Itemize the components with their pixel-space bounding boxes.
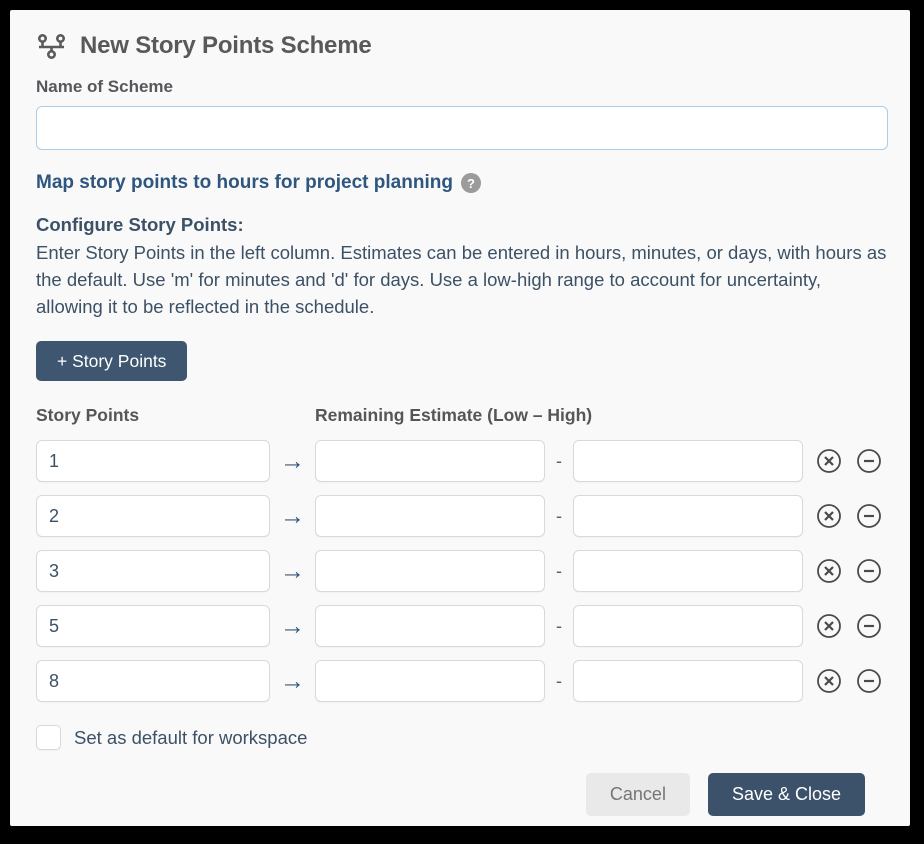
story-point-row xyxy=(36,440,888,482)
dash-box xyxy=(545,451,573,472)
row-actions xyxy=(803,613,888,639)
story-point-row xyxy=(36,660,888,702)
arrow-box xyxy=(270,446,315,475)
story-points-input[interactable] xyxy=(36,550,270,592)
row-actions xyxy=(803,558,888,584)
remove-row-icon[interactable] xyxy=(856,448,882,474)
dash-box xyxy=(545,506,573,527)
estimate-high-input[interactable] xyxy=(573,550,803,592)
configure-heading: Configure Story Points: xyxy=(36,214,244,235)
estimate-high-input[interactable] xyxy=(573,605,803,647)
cancel-button[interactable]: Cancel xyxy=(586,773,690,816)
story-points-input[interactable] xyxy=(36,605,270,647)
estimate-high-input[interactable] xyxy=(573,440,803,482)
set-default-label[interactable]: Set as default for workspace xyxy=(74,726,308,748)
dialog-header xyxy=(36,28,888,64)
clear-row-icon[interactable] xyxy=(816,668,842,694)
set-default-checkbox[interactable] xyxy=(36,725,61,750)
arrow-right-icon: → xyxy=(280,501,305,530)
arrow-right-icon: → xyxy=(280,556,305,585)
estimate-low-input[interactable] xyxy=(315,495,545,537)
story-points-input[interactable] xyxy=(36,495,270,537)
range-separator: - xyxy=(556,505,562,526)
range-separator: - xyxy=(556,560,562,581)
help-icon[interactable]: ? xyxy=(461,173,481,193)
story-points-input[interactable] xyxy=(36,440,270,482)
remove-row-icon[interactable] xyxy=(856,668,882,694)
remove-row-icon[interactable] xyxy=(856,503,882,529)
arrow-right-icon: → xyxy=(280,611,305,640)
clear-row-icon[interactable] xyxy=(816,558,842,584)
add-story-points-button[interactable]: + Story Points xyxy=(36,341,187,381)
dash-box xyxy=(545,561,573,582)
estimate-low-input[interactable] xyxy=(315,605,545,647)
estimate-high-input[interactable] xyxy=(573,660,803,702)
estimate-column-header: Remaining Estimate (Low – High) xyxy=(315,405,593,425)
range-separator: - xyxy=(556,670,562,691)
arrow-box xyxy=(270,501,315,530)
table-headers xyxy=(36,405,888,426)
arrow-box xyxy=(270,556,315,585)
remove-row-icon[interactable] xyxy=(856,613,882,639)
range-separator: - xyxy=(556,615,562,636)
row-actions xyxy=(803,668,888,694)
configure-description: Enter Story Points in the left column. Estimates can be entered in hours, minutes, or days, with hours as the default. Use 'm' for minutes and 'd' for days. Use a low-high range to account for uncertainty, allowing it to be reflected in the schedule. xyxy=(36,242,887,317)
clear-row-icon[interactable] xyxy=(816,613,842,639)
map-heading: Map story points to hours for project planning xyxy=(36,172,453,193)
row-actions xyxy=(803,503,888,529)
scheme-icon xyxy=(36,33,67,60)
arrow-right-icon: → xyxy=(280,666,305,695)
new-story-points-scheme-dialog xyxy=(10,10,910,826)
scheme-name-input[interactable] xyxy=(36,106,888,150)
story-points-column-header: Story Points xyxy=(36,405,140,425)
arrow-box xyxy=(270,666,315,695)
story-point-row xyxy=(36,550,888,592)
dialog-footer xyxy=(36,773,888,816)
estimate-low-input[interactable] xyxy=(315,550,545,592)
story-point-row xyxy=(36,495,888,537)
dash-box xyxy=(545,616,573,637)
story-point-row xyxy=(36,605,888,647)
arrow-right-icon: → xyxy=(280,446,305,475)
estimate-low-input[interactable] xyxy=(315,660,545,702)
dialog-title: New Story Points Scheme xyxy=(80,32,372,59)
remove-row-icon[interactable] xyxy=(856,558,882,584)
name-of-scheme-label: Name of Scheme xyxy=(36,77,173,96)
dash-box xyxy=(545,671,573,692)
row-actions xyxy=(803,448,888,474)
range-separator: - xyxy=(556,450,562,471)
save-and-close-button[interactable]: Save & Close xyxy=(708,773,865,816)
clear-row-icon[interactable] xyxy=(816,448,842,474)
default-workspace-row xyxy=(36,725,888,750)
story-points-input[interactable] xyxy=(36,660,270,702)
estimate-high-input[interactable] xyxy=(573,495,803,537)
arrow-box xyxy=(270,611,315,640)
clear-row-icon[interactable] xyxy=(816,503,842,529)
estimate-low-input[interactable] xyxy=(315,440,545,482)
map-heading-row xyxy=(36,172,888,194)
